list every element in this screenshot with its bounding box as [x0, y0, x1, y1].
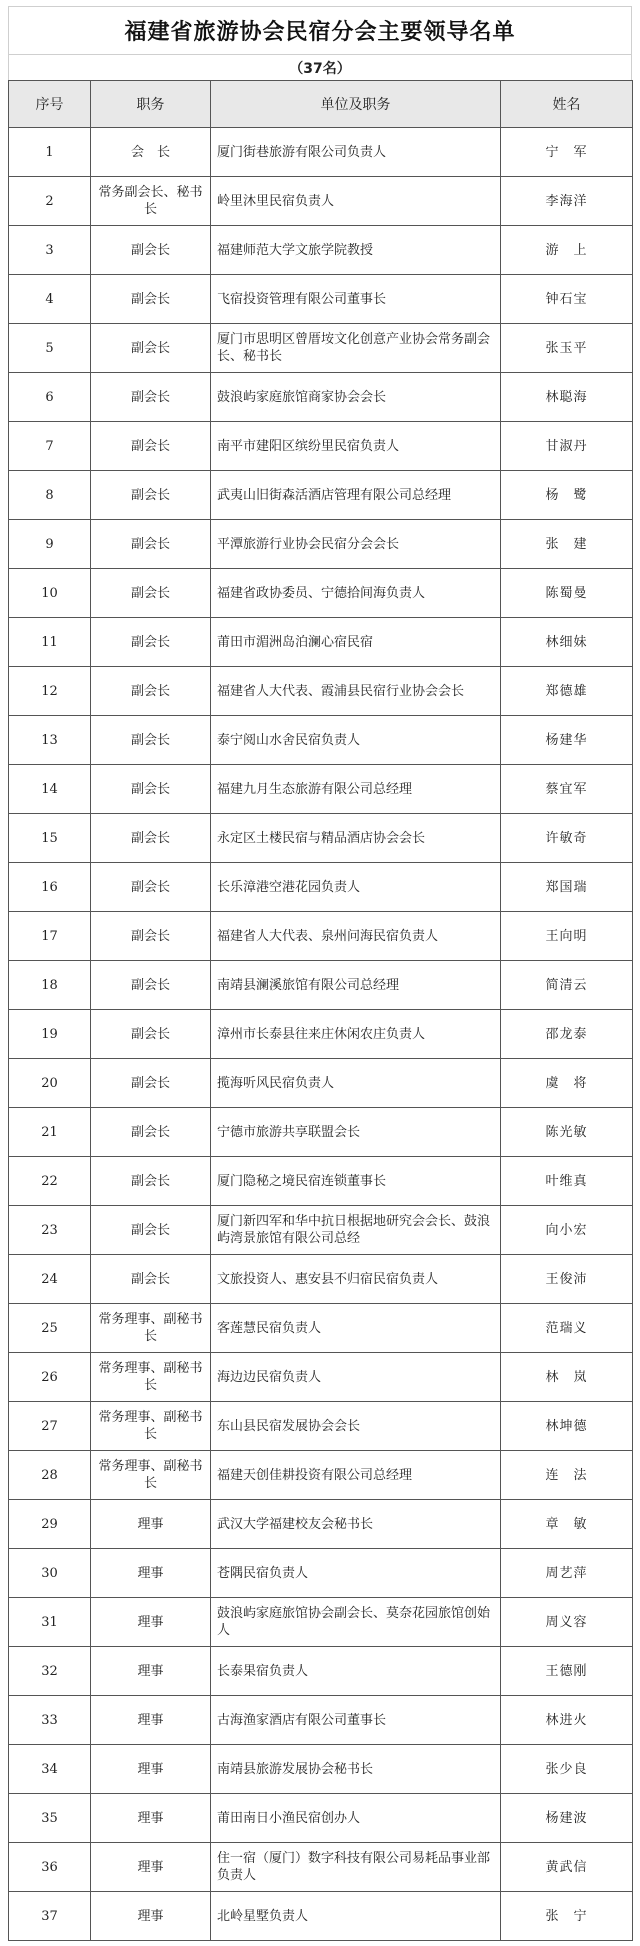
row-position: 副会长 — [91, 422, 211, 471]
row-person-name: 虞 将 — [501, 1059, 633, 1108]
row-organization: 武汉大学福建校友会秘书长 — [211, 1500, 501, 1549]
row-position: 副会长 — [91, 1255, 211, 1304]
table-row — [9, 1647, 633, 1696]
row-number: 30 — [9, 1549, 91, 1598]
row-person-name: 钟石宝 — [501, 275, 633, 324]
row-number: 9 — [9, 520, 91, 569]
row-number: 24 — [9, 1255, 91, 1304]
row-position: 副会长 — [91, 667, 211, 716]
row-number: 27 — [9, 1402, 91, 1451]
table-row — [9, 1059, 633, 1108]
row-person-name: 郑德雄 — [501, 667, 633, 716]
row-organization: 永定区土楼民宿与精品酒店协会会长 — [211, 814, 501, 863]
row-position: 副会长 — [91, 1206, 211, 1255]
row-organization: 南靖县旅游发展协会秘书长 — [211, 1745, 501, 1794]
row-organization: 住一宿（厦门）数字科技有限公司易耗品事业部负责人 — [211, 1843, 501, 1892]
row-person-name: 林聪海 — [501, 373, 633, 422]
table-row — [9, 1794, 633, 1843]
row-number: 33 — [9, 1696, 91, 1745]
row-person-name: 林 岚 — [501, 1353, 633, 1402]
row-organization: 鼓浪屿家庭旅馆商家协会会长 — [211, 373, 501, 422]
row-number: 37 — [9, 1892, 91, 1941]
table-row — [9, 1010, 633, 1059]
table-row — [9, 275, 633, 324]
row-organization: 厦门新四军和华中抗日根据地研究会会长、鼓浪屿湾景旅馆有限公司总经 — [211, 1206, 501, 1255]
row-person-name: 陈蜀曼 — [501, 569, 633, 618]
page-title: 福建省旅游协会民宿分会主要领导名单 — [124, 20, 516, 45]
row-position: 副会长 — [91, 1059, 211, 1108]
row-position: 常务理事、副秘书长 — [91, 1402, 211, 1451]
row-organization: 厦门街巷旅游有限公司负责人 — [211, 128, 501, 177]
header-unit: 单位及职务 — [211, 81, 501, 128]
table-row — [9, 1353, 633, 1402]
row-position: 副会长 — [91, 373, 211, 422]
row-number: 19 — [9, 1010, 91, 1059]
row-number: 17 — [9, 912, 91, 961]
row-organization: 厦门隐秘之境民宿连锁董事长 — [211, 1157, 501, 1206]
row-position: 会 长 — [91, 128, 211, 177]
row-person-name: 游 上 — [501, 226, 633, 275]
table-body — [9, 128, 633, 1941]
table-row — [9, 1108, 633, 1157]
table-row — [9, 1549, 633, 1598]
table-row — [9, 128, 633, 177]
row-person-name: 王俊沛 — [501, 1255, 633, 1304]
row-person-name: 张 宁 — [501, 1892, 633, 1941]
row-organization: 泰宁阅山水舍民宿负责人 — [211, 716, 501, 765]
row-number: 3 — [9, 226, 91, 275]
row-number: 13 — [9, 716, 91, 765]
row-person-name: 杨建华 — [501, 716, 633, 765]
row-organization: 北岭星墅负责人 — [211, 1892, 501, 1941]
title-bar — [8, 6, 632, 54]
row-number: 20 — [9, 1059, 91, 1108]
row-position: 理事 — [91, 1696, 211, 1745]
row-person-name: 杨 鹭 — [501, 471, 633, 520]
row-position: 理事 — [91, 1892, 211, 1941]
table-row — [9, 1696, 633, 1745]
row-number: 16 — [9, 863, 91, 912]
table-row — [9, 1892, 633, 1941]
row-position: 副会长 — [91, 961, 211, 1010]
table-row — [9, 177, 633, 226]
row-organization: 莆田市湄洲岛泊澜心宿民宿 — [211, 618, 501, 667]
row-person-name: 简清云 — [501, 961, 633, 1010]
row-organization: 长乐漳港空港花园负责人 — [211, 863, 501, 912]
row-position: 理事 — [91, 1843, 211, 1892]
row-position: 副会长 — [91, 618, 211, 667]
table-row — [9, 226, 633, 275]
row-organization: 福建天创佳耕投资有限公司总经理 — [211, 1451, 501, 1500]
row-position: 副会长 — [91, 226, 211, 275]
table-row — [9, 373, 633, 422]
row-number: 12 — [9, 667, 91, 716]
table-row — [9, 520, 633, 569]
row-organization: 南平市建阳区缤纷里民宿负责人 — [211, 422, 501, 471]
row-position: 副会长 — [91, 324, 211, 373]
row-position: 理事 — [91, 1794, 211, 1843]
row-number: 8 — [9, 471, 91, 520]
row-position: 理事 — [91, 1549, 211, 1598]
table-row — [9, 618, 633, 667]
row-person-name: 林细妹 — [501, 618, 633, 667]
row-number: 36 — [9, 1843, 91, 1892]
row-position: 副会长 — [91, 569, 211, 618]
row-organization: 苍隅民宿负责人 — [211, 1549, 501, 1598]
header-name: 姓名 — [501, 81, 633, 128]
table-row — [9, 1255, 633, 1304]
subtitle-bar — [8, 54, 632, 80]
row-person-name: 张玉平 — [501, 324, 633, 373]
row-organization: 古海渔家酒店有限公司董事长 — [211, 1696, 501, 1745]
row-person-name: 叶维真 — [501, 1157, 633, 1206]
row-position: 副会长 — [91, 1108, 211, 1157]
row-number: 15 — [9, 814, 91, 863]
row-organization: 揽海听风民宿负责人 — [211, 1059, 501, 1108]
table-row — [9, 422, 633, 471]
row-position: 副会长 — [91, 863, 211, 912]
table-row — [9, 1206, 633, 1255]
table-row — [9, 961, 633, 1010]
row-organization: 福建九月生态旅游有限公司总经理 — [211, 765, 501, 814]
row-number: 28 — [9, 1451, 91, 1500]
row-person-name: 宁 军 — [501, 128, 633, 177]
row-person-name: 章 敏 — [501, 1500, 633, 1549]
row-organization: 长泰果宿负责人 — [211, 1647, 501, 1696]
row-position: 理事 — [91, 1500, 211, 1549]
table-row — [9, 863, 633, 912]
row-organization: 岭里沐里民宿负责人 — [211, 177, 501, 226]
row-position: 理事 — [91, 1598, 211, 1647]
row-organization: 海边边民宿负责人 — [211, 1353, 501, 1402]
row-number: 6 — [9, 373, 91, 422]
row-person-name: 黄武信 — [501, 1843, 633, 1892]
row-number: 14 — [9, 765, 91, 814]
row-number: 26 — [9, 1353, 91, 1402]
row-position: 常务副会长、秘书长 — [91, 177, 211, 226]
row-number: 22 — [9, 1157, 91, 1206]
table-row — [9, 471, 633, 520]
row-person-name: 王向明 — [501, 912, 633, 961]
row-organization: 福建省人大代表、霞浦县民宿行业协会会长 — [211, 667, 501, 716]
row-number: 5 — [9, 324, 91, 373]
row-organization: 平潭旅游行业协会民宿分会会长 — [211, 520, 501, 569]
row-position: 副会长 — [91, 1157, 211, 1206]
table-row — [9, 569, 633, 618]
row-person-name: 张少良 — [501, 1745, 633, 1794]
row-organization: 飞宿投资管理有限公司董事长 — [211, 275, 501, 324]
row-organization: 福建师范大学文旅学院教授 — [211, 226, 501, 275]
row-position: 副会长 — [91, 275, 211, 324]
row-number: 23 — [9, 1206, 91, 1255]
row-person-name: 林进火 — [501, 1696, 633, 1745]
row-organization: 武夷山旧街森活酒店管理有限公司总经理 — [211, 471, 501, 520]
row-person-name: 李海洋 — [501, 177, 633, 226]
row-position: 副会长 — [91, 765, 211, 814]
row-organization: 南靖县澜溪旅馆有限公司总经理 — [211, 961, 501, 1010]
row-position: 理事 — [91, 1647, 211, 1696]
table-row — [9, 324, 633, 373]
row-person-name: 杨建波 — [501, 1794, 633, 1843]
row-number: 18 — [9, 961, 91, 1010]
row-position: 常务理事、副秘书长 — [91, 1304, 211, 1353]
header-no: 序号 — [9, 81, 91, 128]
row-number: 1 — [9, 128, 91, 177]
row-number: 31 — [9, 1598, 91, 1647]
row-number: 35 — [9, 1794, 91, 1843]
row-number: 29 — [9, 1500, 91, 1549]
table-header-row — [9, 81, 633, 128]
row-organization: 东山县民宿发展协会会长 — [211, 1402, 501, 1451]
row-organization: 漳州市长泰县往来庄休闲农庄负责人 — [211, 1010, 501, 1059]
table-row — [9, 912, 633, 961]
member-count: （37名） — [289, 60, 351, 77]
row-person-name: 郑国瑞 — [501, 863, 633, 912]
row-position: 理事 — [91, 1745, 211, 1794]
table-row — [9, 765, 633, 814]
row-position: 副会长 — [91, 814, 211, 863]
row-organization: 文旅投资人、惠安县不归宿民宿负责人 — [211, 1255, 501, 1304]
table-row — [9, 1304, 633, 1353]
row-position: 副会长 — [91, 471, 211, 520]
row-organization: 莆田南日小渔民宿创办人 — [211, 1794, 501, 1843]
row-person-name: 许敏奇 — [501, 814, 633, 863]
table-row — [9, 1402, 633, 1451]
row-position: 副会长 — [91, 1010, 211, 1059]
row-organization: 福建省人大代表、泉州问海民宿负责人 — [211, 912, 501, 961]
row-organization: 客莲慧民宿负责人 — [211, 1304, 501, 1353]
table-row — [9, 1157, 633, 1206]
table-row — [9, 1500, 633, 1549]
row-number: 25 — [9, 1304, 91, 1353]
row-organization: 福建省政协委员、宁德拾间海负责人 — [211, 569, 501, 618]
row-person-name: 林坤德 — [501, 1402, 633, 1451]
row-person-name: 张 建 — [501, 520, 633, 569]
table-row — [9, 1451, 633, 1500]
row-number: 7 — [9, 422, 91, 471]
row-person-name: 连 法 — [501, 1451, 633, 1500]
leadership-table — [8, 80, 633, 1941]
row-person-name: 甘淑丹 — [501, 422, 633, 471]
row-number: 34 — [9, 1745, 91, 1794]
row-organization: 宁德市旅游共享联盟会长 — [211, 1108, 501, 1157]
row-number: 11 — [9, 618, 91, 667]
row-number: 10 — [9, 569, 91, 618]
row-person-name: 周艺萍 — [501, 1549, 633, 1598]
row-number: 2 — [9, 177, 91, 226]
table-row — [9, 814, 633, 863]
row-number: 4 — [9, 275, 91, 324]
row-organization: 厦门市思明区曾厝垵文化创意产业协会常务副会长、秘书长 — [211, 324, 501, 373]
table-row — [9, 1598, 633, 1647]
table-row — [9, 1843, 633, 1892]
row-position: 副会长 — [91, 520, 211, 569]
row-person-name: 王德刚 — [501, 1647, 633, 1696]
row-person-name: 陈光敏 — [501, 1108, 633, 1157]
table-row — [9, 667, 633, 716]
row-position: 副会长 — [91, 912, 211, 961]
row-person-name: 邵龙泰 — [501, 1010, 633, 1059]
row-number: 32 — [9, 1647, 91, 1696]
table-row — [9, 716, 633, 765]
row-position: 副会长 — [91, 716, 211, 765]
row-person-name: 周义容 — [501, 1598, 633, 1647]
row-number: 21 — [9, 1108, 91, 1157]
row-position: 常务理事、副秘书长 — [91, 1353, 211, 1402]
table-row — [9, 1745, 633, 1794]
row-person-name: 蔡宜军 — [501, 765, 633, 814]
header-role: 职务 — [91, 81, 211, 128]
row-person-name: 向小宏 — [501, 1206, 633, 1255]
row-person-name: 范瑞义 — [501, 1304, 633, 1353]
row-organization: 鼓浪屿家庭旅馆协会副会长、莫奈花园旅馆创始人 — [211, 1598, 501, 1647]
row-position: 常务理事、副秘书长 — [91, 1451, 211, 1500]
